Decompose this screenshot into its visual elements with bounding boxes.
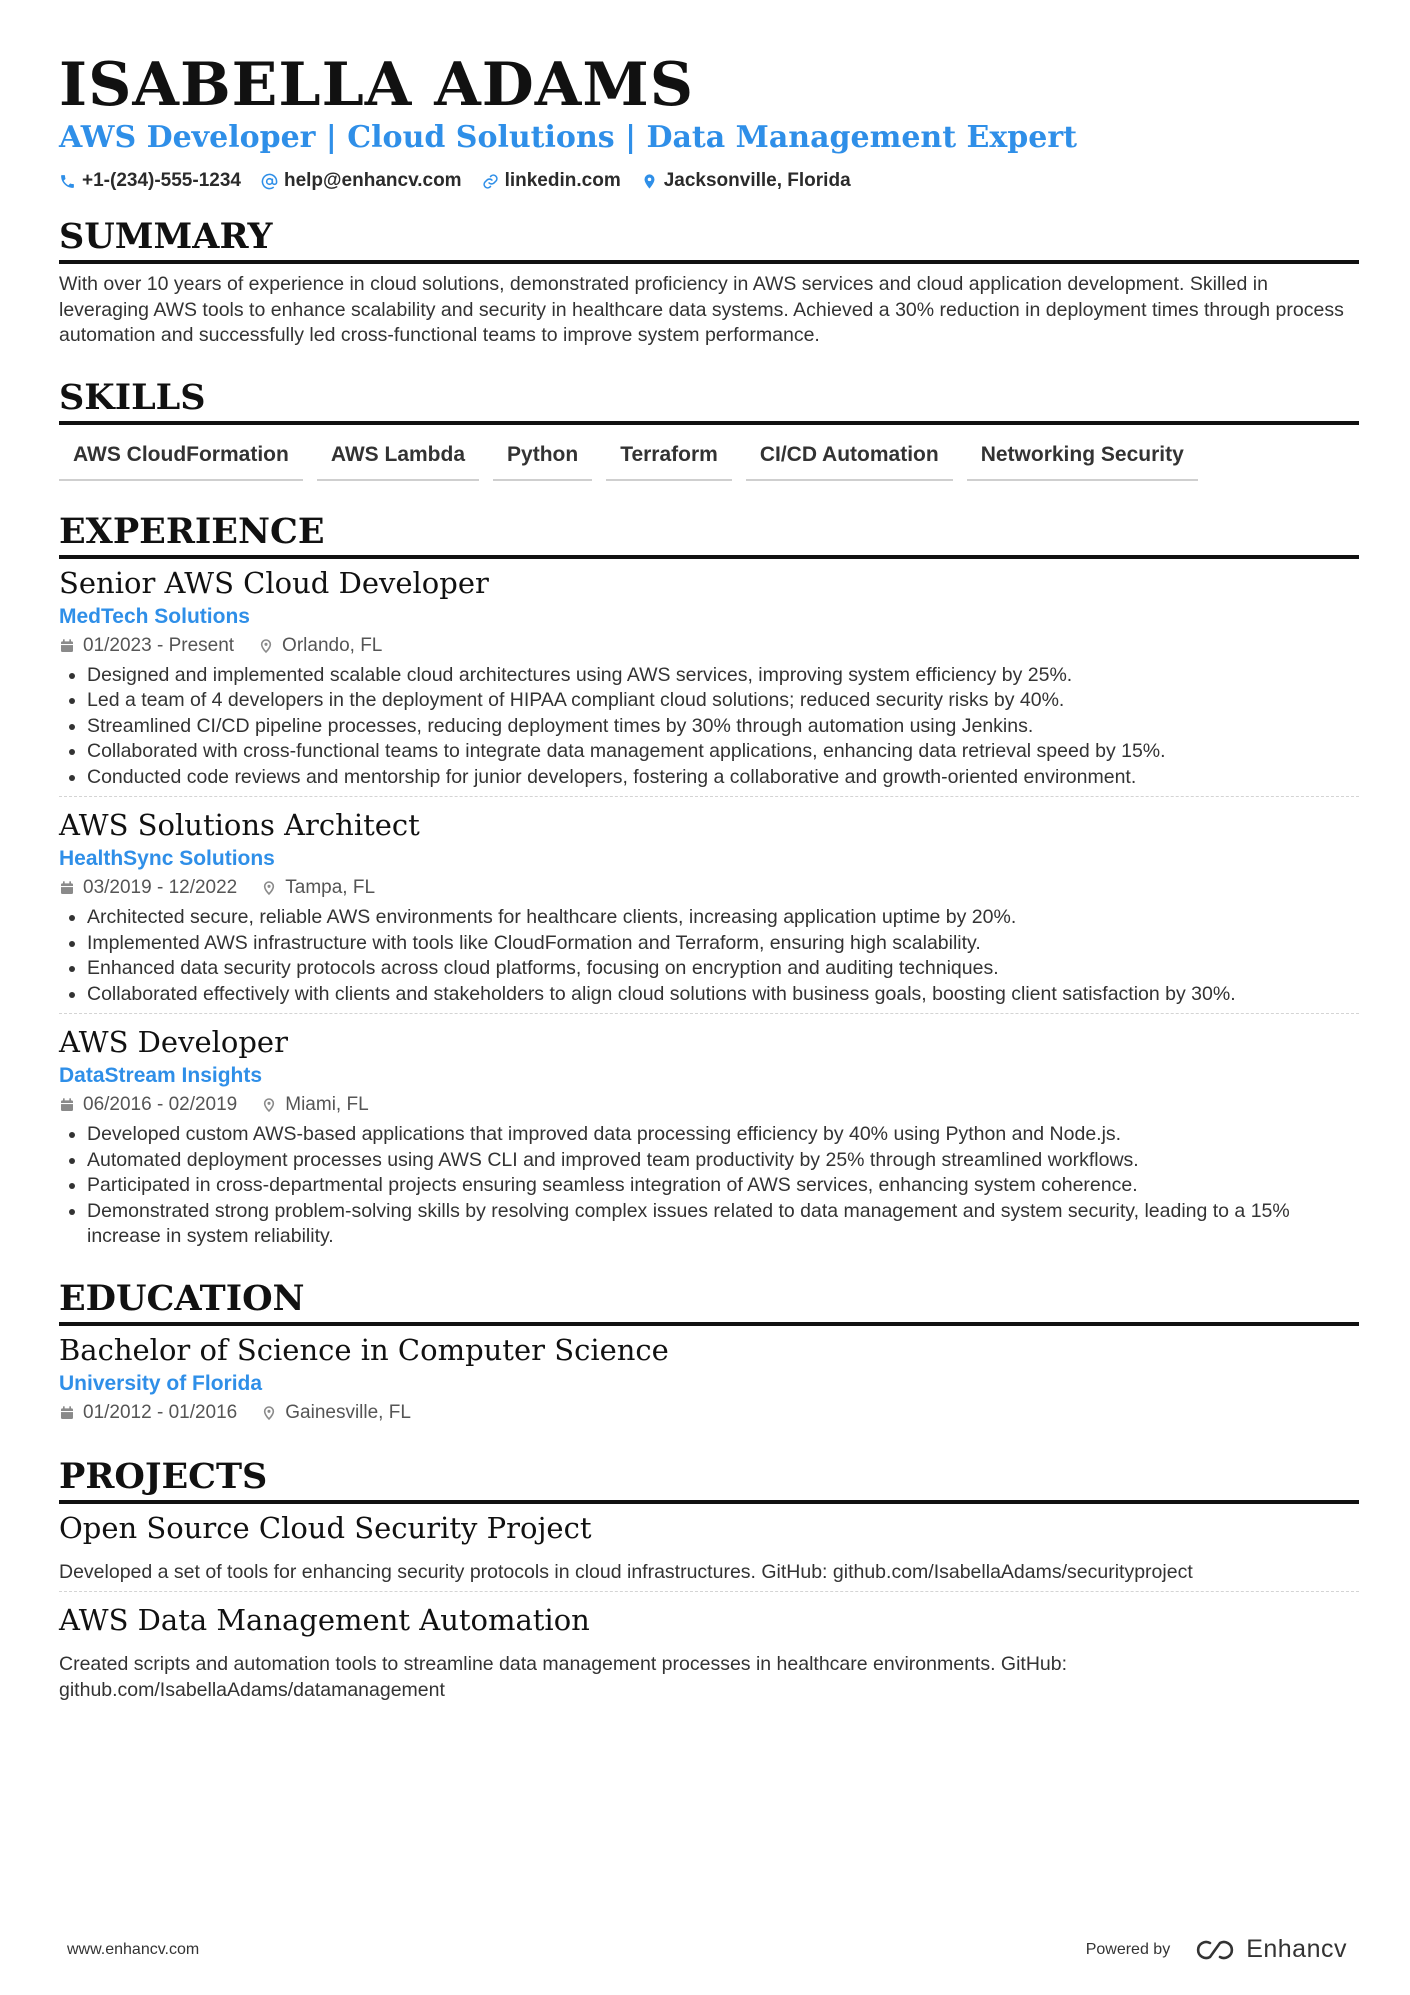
job-bullets <box>59 663 1359 791</box>
job-meta <box>59 1092 1359 1118</box>
bullet-item: • Automated deployment processes using AWS CLI and improved team productivity by 25% through streamlined workflows. <box>87 1148 1359 1174</box>
job-location <box>261 875 375 901</box>
job-location-text: Orlando, FL <box>282 634 383 656</box>
school-name: University of Florida <box>59 1371 263 1395</box>
summary-heading: SUMMARY <box>59 216 1359 264</box>
location-pin-icon <box>641 173 658 190</box>
calendar-icon <box>59 1405 75 1421</box>
phone-icon <box>59 173 76 190</box>
job-dates-text: 03/2019 - 12/2022 <box>83 877 238 898</box>
enhancv-logo-text: Enhancv <box>1246 1935 1347 1963</box>
contact-linkedin-text: linkedin.com <box>504 170 621 191</box>
job-dates <box>59 633 234 659</box>
job-dates-text: 01/2023 - Present <box>83 634 235 656</box>
job-meta <box>59 875 1359 901</box>
project-description: Developed a set of tools for enhancing security protocols in cloud infrastructures. GitHub: github.com/IsabellaAdams/securityproject <box>59 1560 1193 1583</box>
project-title: Open Source Cloud Security Project <box>59 1510 592 1545</box>
job-location <box>261 1092 368 1118</box>
enhancv-logo[interactable] <box>1192 1935 1347 1964</box>
experience-heading: EXPERIENCE <box>59 511 1359 559</box>
projects-section <box>59 1456 1359 1704</box>
job-dates <box>59 1092 237 1118</box>
summary-section <box>59 216 1359 349</box>
project-entry <box>59 1510 1359 1586</box>
bullet-item: • Designed and implemented scalable cloud architectures using AWS services, improving system efficiency by 25%. <box>87 663 1359 689</box>
calendar-icon <box>59 880 75 896</box>
bullet-item: • Collaborated effectively with clients and stakeholders to align cloud solutions with business goals, boosting client satisfaction by 30%. <box>87 982 1359 1008</box>
bullet-item: • Architected secure, reliable AWS environments for healthcare clients, increasing application uptime by 20%. <box>87 905 1359 931</box>
resume-content <box>59 52 1359 1703</box>
company-name: DataStream Insights <box>59 1064 263 1087</box>
experience-entry <box>59 807 1359 1007</box>
experience-entry <box>59 565 1359 791</box>
skill-tag: AWS CloudFormation <box>59 437 303 481</box>
link-icon <box>482 173 499 190</box>
contact-phone <box>59 170 241 192</box>
bullet-item: • Led a team of 4 developers in the deployment of HIPAA compliant cloud solutions; reduced security risks by 40%. <box>87 688 1359 714</box>
contact-phone-text: +1-(234)-555-1234 <box>82 170 241 191</box>
skill-tag: Python <box>493 437 592 481</box>
experience-section <box>59 511 1359 1250</box>
skills-heading: SKILLS <box>59 377 1359 425</box>
bullet-item: • Conducted code reviews and mentorship for junior developers, fostering a collaborative and growth-oriented environment. <box>87 765 1359 791</box>
enhancv-logo-icon <box>1192 1938 1238 1962</box>
entry-divider <box>59 1013 1359 1014</box>
calendar-icon <box>59 638 75 654</box>
skill-tag: Terraform <box>606 437 732 481</box>
bullet-item: • Developed custom AWS-based applications that improved data processing efficiency by 40% using Python and Node.js. <box>87 1122 1359 1148</box>
company-name: HealthSync Solutions <box>59 847 275 870</box>
skills-list <box>59 437 1359 481</box>
company-name: MedTech Solutions <box>59 604 250 628</box>
bullet-item: • Collaborated with cross-functional teams to integrate data management applications, enhancing data retrieval speed by 15%. <box>87 739 1359 765</box>
at-icon <box>261 173 278 190</box>
skill-tag: CI/CD Automation <box>746 437 953 481</box>
bullet-item: • Implemented AWS infrastructure with tools like CloudFormation and Terraform, ensuring high scalability. <box>87 931 1359 957</box>
education-meta <box>59 1400 1359 1426</box>
bullet-item: • Demonstrated strong problem-solving skills by resolving complex issues related to data management and system security, leading to a 15% increase in system reliability. <box>87 1199 1359 1250</box>
job-bullets <box>59 1122 1359 1250</box>
education-heading: EDUCATION <box>59 1278 1359 1326</box>
location-pin-icon <box>258 638 274 654</box>
project-title: AWS Data Management Automation <box>59 1603 590 1637</box>
education-entry <box>59 1332 1359 1426</box>
job-title: AWS Solutions Architect <box>59 808 420 842</box>
contact-email[interactable] <box>261 170 462 192</box>
location-pin-icon <box>261 1097 277 1113</box>
entry-divider <box>59 1591 1359 1592</box>
resume-header <box>59 52 1359 192</box>
job-location-text: Miami, FL <box>285 1094 369 1115</box>
summary-text: With over 10 years of experience in cloud solutions, demonstrated proficiency in AWS services and cloud application development. Skilled in leveraging AWS tools to enhance scalability and security in healthcare data systems. Achieved a 30% reduction in deployment times through process automation and successfully led cross-functional teams to improve system performance. <box>59 273 1344 346</box>
education-dates-text: 01/2012 - 01/2016 <box>83 1401 238 1423</box>
skills-section <box>59 377 1359 481</box>
footer-website[interactable]: www.enhancv.com <box>67 1940 200 1958</box>
job-meta <box>59 633 1359 659</box>
experience-entry <box>59 1024 1359 1250</box>
bullet-item: • Participated in cross-departmental projects ensuring seamless integration of AWS services, enhancing system coherence. <box>87 1173 1359 1199</box>
contact-location-text: Jacksonville, Florida <box>663 170 851 191</box>
education-location <box>261 1400 411 1426</box>
contact-linkedin[interactable] <box>482 170 621 192</box>
project-description: Created scripts and automation tools to streamline data management processes in healthcare environments. GitHub: github.com/IsabellaAdams/datamanagement <box>59 1653 1068 1701</box>
education-section <box>59 1278 1359 1426</box>
entry-divider <box>59 796 1359 797</box>
bullet-item: • Streamlined CI/CD pipeline processes, reducing deployment times by 30% through automation using Jenkins. <box>87 714 1359 740</box>
degree-title: Bachelor of Science in Computer Science <box>59 1332 669 1367</box>
calendar-icon <box>59 1097 75 1113</box>
projects-heading: PROJECTS <box>59 1456 1359 1504</box>
job-dates <box>59 875 237 901</box>
job-location-text: Tampa, FL <box>285 877 376 898</box>
contact-location <box>641 170 851 192</box>
education-dates <box>59 1400 237 1426</box>
skill-tag: Networking Security <box>967 437 1198 481</box>
job-title: AWS Developer <box>59 1025 288 1059</box>
powered-by-label: Powered by <box>1085 1940 1171 1958</box>
bullet-item: • Enhanced data security protocols across cloud platforms, focusing on encryption and auditing techniques. <box>87 956 1359 982</box>
page-footer <box>67 1935 1347 1964</box>
education-location-text: Gainesville, FL <box>285 1401 411 1423</box>
candidate-headline: AWS Developer | Cloud Solutions | Data Management Expert <box>59 120 1078 155</box>
job-dates-text: 06/2016 - 02/2019 <box>83 1094 238 1115</box>
location-pin-icon <box>261 880 277 896</box>
footer-branding <box>1086 1935 1347 1964</box>
project-entry <box>59 1602 1359 1703</box>
skill-tag: AWS Lambda <box>317 437 479 481</box>
job-location <box>258 633 382 659</box>
job-title: Senior AWS Cloud Developer <box>59 565 489 600</box>
contact-bar <box>59 170 1359 192</box>
contact-email-text: help@enhancv.com <box>283 170 462 191</box>
location-pin-icon <box>261 1405 277 1421</box>
job-bullets <box>59 905 1359 1007</box>
candidate-name: ISABELLA ADAMS <box>59 50 695 120</box>
